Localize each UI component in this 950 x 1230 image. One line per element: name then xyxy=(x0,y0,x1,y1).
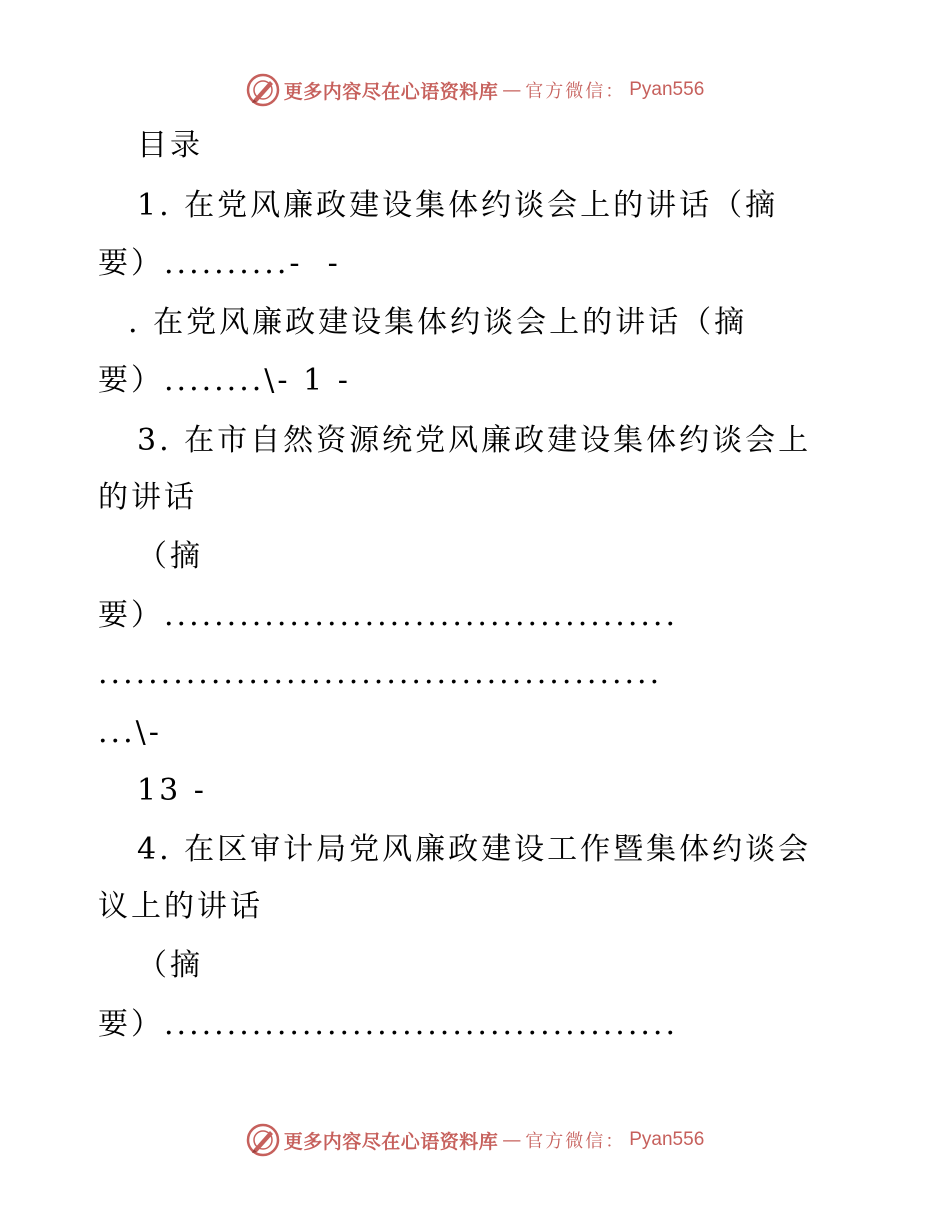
quill-logo-icon xyxy=(246,1123,280,1157)
toc-line: 要）......................................... xyxy=(98,1007,678,1042)
toc-line: 3. 在市自然资源统党风廉政建设集体约谈会上 xyxy=(137,423,812,458)
toc-line: 4. 在区审计局党风廉政建设工作暨集体约谈会 xyxy=(137,832,812,867)
toc-line: 1. 在党风廉政建设集体约谈会上的讲话（摘 xyxy=(137,188,779,223)
toc-line: 13 - xyxy=(137,773,207,808)
footer-watermark xyxy=(0,1120,950,1160)
toc-line: 要）......................................... xyxy=(98,598,678,633)
toc-line: ............................................. xyxy=(98,656,663,691)
toc-line: 要）..........- - xyxy=(98,246,341,281)
toc-line: . 在党风廉政建设集体约谈会上的讲话（摘 xyxy=(128,305,748,340)
watermark-separator: — xyxy=(502,1129,522,1151)
watermark-brand-text: 更多内容尽在心语资料库 xyxy=(283,1130,499,1153)
toc-line: 要）........\- 1 - xyxy=(98,363,351,398)
toc-line: 议上的讲话 xyxy=(98,889,263,924)
toc-line: 的讲话 xyxy=(98,480,197,515)
toc-line: （摘 xyxy=(137,539,203,574)
watermark-separator: — xyxy=(502,79,522,101)
watermark-official-label: 官方微信： xyxy=(525,81,626,102)
watermark-wechat-id: Pyan556 xyxy=(629,79,705,100)
toc-line: ...\- xyxy=(98,715,162,750)
watermark-official-label: 官方微信： xyxy=(525,1131,626,1152)
toc-line: （摘 xyxy=(137,948,203,983)
toc-heading: 目录 xyxy=(137,128,203,163)
watermark-brand-text: 更多内容尽在心语资料库 xyxy=(283,80,499,103)
watermark-wechat-id: Pyan556 xyxy=(629,1129,705,1150)
